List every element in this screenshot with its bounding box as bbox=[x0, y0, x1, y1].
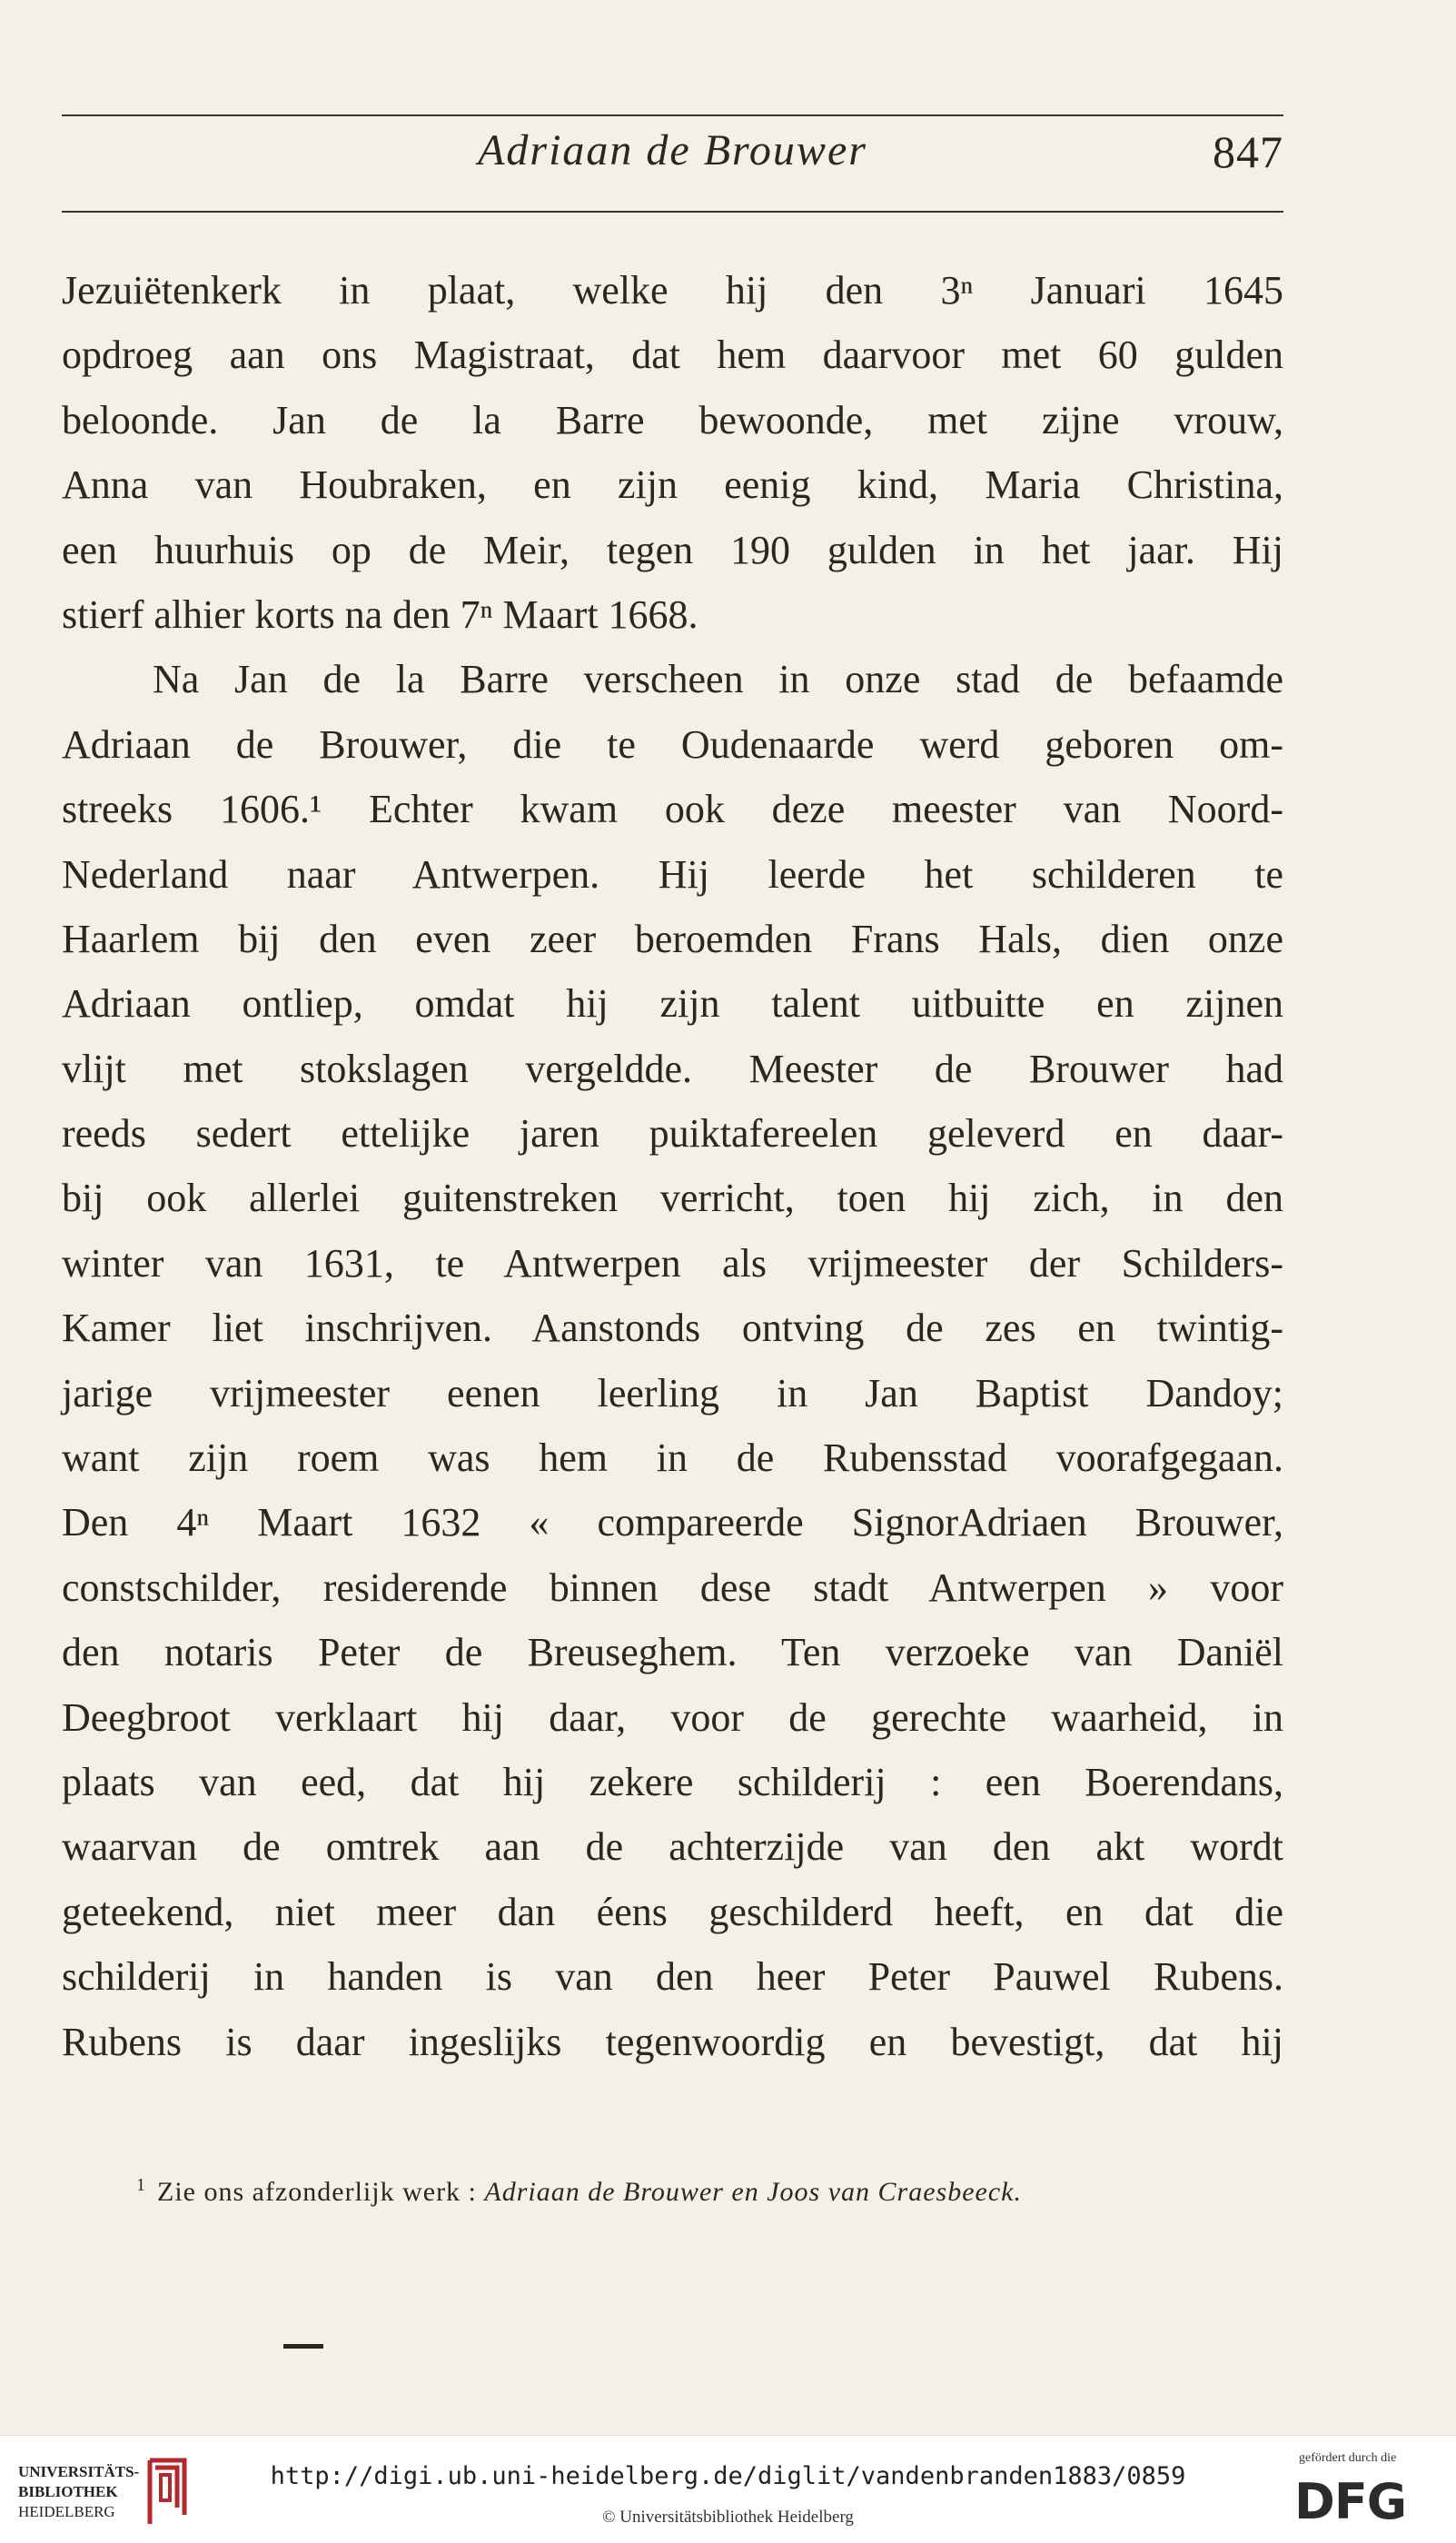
text-line: reeds sedert ettelijke jaren puiktafereelen geleverd en daar- bbox=[62, 1111, 1283, 1157]
text-line: Jezuiëtenkerk in plaat, welke hij den 3ⁿ Januari 1645 bbox=[62, 268, 1283, 313]
text-line: waarvan de omtrek aan de achterzijde van den akt wordt bbox=[62, 1824, 1283, 1870]
text-line: streeks 1606.¹ Echter kwam ook deze meester van Noord- bbox=[62, 787, 1283, 832]
page-number: 847 bbox=[1213, 126, 1283, 177]
text-line: Rubens is daar ingeslijks tegenwoordig en bevestigt, dat hij bbox=[62, 2019, 1283, 2064]
page-header bbox=[62, 125, 1283, 189]
library-name-line: HEIDELBERG bbox=[18, 2503, 115, 2520]
body-text bbox=[62, 258, 1283, 2074]
footnote-mark: 1 bbox=[136, 2175, 146, 2195]
text-line: vlijt met stokslagen vergeldde. Meester de Brouwer had bbox=[62, 1046, 1283, 1091]
text-line: Adriaan de Brouwer, die te Oudenaarde werd geboren om- bbox=[62, 721, 1283, 767]
text-line: constschilder, residerende binnen dese stadt Antwerpen » voor bbox=[62, 1565, 1283, 1610]
text-line: beloonde. Jan de la Barre bewoonde, met zijne vrouw, bbox=[62, 397, 1283, 442]
text-line: winter van 1631, te Antwerpen als vrijmeester der Schilders- bbox=[62, 1240, 1283, 1286]
text-line: bij ook allerlei guitenstreken verricht, toen hij zich, in den bbox=[62, 1176, 1283, 1221]
text-line: Nederland naar Antwerpen. Hij leerde het schilderen te bbox=[62, 851, 1283, 897]
funding-note: gefördert durch die bbox=[1299, 2451, 1397, 2465]
text-line: Deegbroot verklaart hij daar, voor de gerechte waarheid, in bbox=[62, 1694, 1283, 1740]
text-line: Kamer liet inschrijven. Aanstonds ontving de zes en twintig- bbox=[62, 1306, 1283, 1351]
footnote bbox=[136, 2175, 1022, 2208]
library-name-line: UNIVERSITÄTS- bbox=[18, 2463, 140, 2480]
text-line: Na Jan de la Barre verscheen in onze stad de befaamde bbox=[153, 657, 1283, 702]
dfg-logo: DFG bbox=[1294, 2473, 1407, 2530]
text-line: jarige vrijmeester eenen leerling in Jan Baptist Dandoy; bbox=[62, 1370, 1283, 1416]
text-line: een huurhuis op de Meir, tegen 190 gulden in het jaar. Hij bbox=[62, 527, 1283, 572]
page-dash-mark bbox=[283, 2344, 323, 2349]
footnote-work-title: Adriaan de Brouwer en Joos van Craesbeeck. bbox=[484, 2177, 1022, 2207]
permalink-url[interactable]: http://digi.ub.uni-heidelberg.de/diglit/vandenbranden1883/0859 bbox=[270, 2462, 1186, 2490]
header-top-rule bbox=[62, 114, 1283, 116]
text-line: plaats van eed, dat hij zekere schilderij : een Boerendans, bbox=[62, 1759, 1283, 1804]
text-line: want zijn roem was hem in de Rubensstad voorafgegaan. bbox=[62, 1435, 1283, 1481]
header-bottom-rule bbox=[62, 211, 1283, 213]
text-line: opdroeg aan ons Magistraat, dat hem daarvoor met 60 gulden bbox=[62, 333, 1283, 378]
text-line: Adriaan ontliep, omdat hij zijn talent uitbuitte en zijnen bbox=[62, 981, 1283, 1027]
text-line: den notaris Peter de Breuseghem. Ten verzoeke van Daniël bbox=[62, 1630, 1283, 1675]
text-line: Den 4ⁿ Maart 1632 « compareerde SignorAdriaen Brouwer, bbox=[62, 1500, 1283, 1545]
text-line: stierf alhier korts na den 7ⁿ Maart 1668. bbox=[62, 591, 698, 637]
text-line: Anna van Houbraken, en zijn eenig kind, Maria Christina, bbox=[62, 462, 1283, 508]
text-line: geteekend, niet meer dan éens geschilderd heeft, en dat die bbox=[62, 1889, 1283, 1934]
footnote-lead: Zie ons afzonderlijk werk : bbox=[157, 2177, 485, 2207]
library-name-line: BIBLIOTHEK bbox=[18, 2483, 118, 2500]
text-line: schilderij in handen is van den heer Peter Pauwel Rubens. bbox=[62, 1954, 1283, 2000]
text-line: Haarlem bij den even zeer beroemden Frans Hals, dien onze bbox=[62, 916, 1283, 961]
copyright-notice: © Universitätsbibliothek Heidelberg bbox=[602, 2508, 854, 2527]
running-title: Adriaan de Brouwer bbox=[478, 126, 867, 174]
